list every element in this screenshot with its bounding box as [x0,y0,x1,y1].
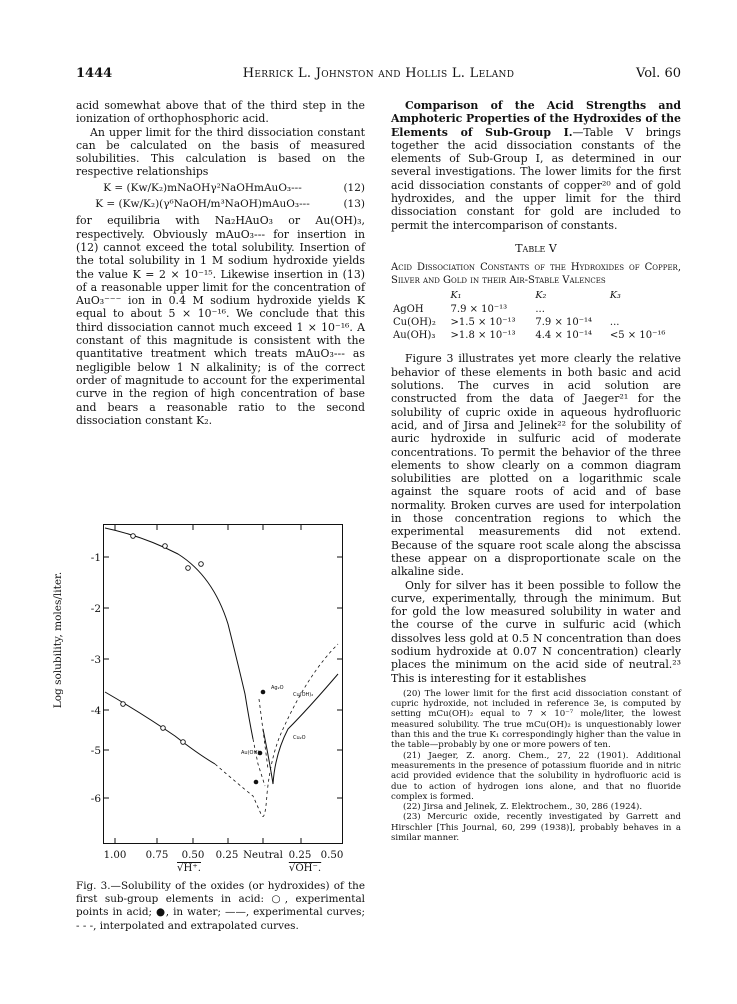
svg-text:Ag₂O: Ag₂O [271,685,284,691]
x-tick-label: 0.25 [215,850,239,861]
x-axis-label-base: √OH⁻. [288,863,322,874]
x-ticks [115,524,301,844]
page-number: 1444 [76,66,113,81]
table-title: Table V [515,241,557,255]
footnote-20: (20) The lower limit for the first acid dissociation constant of cupric hydroxide, not included in reference 3e, is computed by setting mCu(OH)₂ equal to 7 × 10⁻⁷ mole/liter, the lowest measured solubility. The true mCu(OH)₂ is unquestionably lower than this and the true K₁ correspondingly higher than the value in the table—probably by one or more powers of ten. [391,688,681,751]
x-tick-label: 1.00 [103,850,127,861]
y-ticks [103,557,343,798]
footnote-21: (21) Jaeger, Z. anorg. Chem., 27, 22 (1901). Additional measurements in the presence of potassium fluoride and in nitric acid provided evidence that the solubility in hydrofluoric acid is due to action of hydrogen ions alone, and that no fluoride complex is formed. [391,750,681,802]
cuoh2-interp [253,739,265,786]
left-column [76,99,365,427]
equation-13 [76,198,365,211]
plot-frame [104,525,343,844]
table-header-row [391,289,681,302]
paragraph: Only for silver has it been possible to follow the curve, experimentally, through the minimum. But for gold the low measured solubility in water and the course of the curve in sulfuric acid (which dissolves less gold at 0.5 N concentration than does sodium hydroxide at 0.07 N concentration) clearly places the minimum on the acid side of neutral.²³ This is interesting for it establishes [391,578,681,685]
table-row: Cu(OH)₂ >1.5 × 10⁻¹³ 7.9 × 10⁻¹⁴ ... [393,316,620,328]
auoh3-interp [215,644,338,817]
open-points [121,534,204,745]
figure-caption: Fig. 3.—Solubility of the oxides (or hydroxides) of the first sub-group elements in acid: ○, experimental points in acid; ●, in water; ——, experimental curves; - - -, interpolated and extrapolated curves. [76,880,365,932]
x-tick-label: 0.75 [145,850,169,861]
section-heading: Comparison of the Acid Strengths and Amphoteric Properties of the Hydroxides of the Elements of Sub-Group I. [391,99,681,139]
x-tick-label: 0.50 [320,850,344,861]
y-tick-label: -5 [90,745,101,757]
table-row: AgOH 7.9 × 10⁻¹³ ... [393,303,545,315]
footnote-23: (23) Mercuric oxide, recently investigated by Garrett and Hirschler [This Journal, 60, 299 (1938)], probably behaves in a similar manner. [391,812,681,844]
y-tick-label: -2 [90,603,101,615]
cuoh2-acid-curve [105,528,253,739]
table-header: K₂ [535,290,547,302]
paragraph: acid somewhat above that of the third step in the ionization of orthophosphoric acid. [76,99,365,126]
y-tick-label: -4 [90,705,101,717]
paragraph: An upper limit for the third dissociation constant can be calculated on the basis of measured solubilities. This calculation is based on the respective relationships [76,125,365,179]
table-caption: Acid Dissociation Constants of the Hydroxides of Copper, Silver and Gold in their Air-Stable Valences [391,262,681,287]
equation-body: K = (Kw/K₂)mNaOHγ²NaOHmAuO₃--- [103,181,302,194]
equation-number: (13) [343,198,365,211]
equation-number: (12) [343,181,365,194]
table-header: K₁ [450,290,462,302]
running-header [76,66,681,84]
x-tick-label: 0.25 [288,850,312,861]
y-tick-label: -1 [90,552,101,564]
figure-plot [103,524,343,856]
footnote-22: (22) Jirsa and Jelinek, Z. Elektrochem., 30, 286 (1924). [403,802,643,813]
svg-text:Au(OH)₃: Au(OH)₃ [241,750,262,756]
volume-label: Vol. 60 [636,66,681,81]
svg-text:Cu₂O: Cu₂O [293,735,306,741]
x-tick-label: Neutral [243,850,283,861]
table-v [391,289,681,342]
table-header: K₃ [609,290,621,302]
x-tick-label: 0.50 [181,850,205,861]
table-row: Au(OH)₃ >1.8 × 10⁻¹³ 4.4 × 10⁻¹⁴ <5 × 10⁻¹⁶ [393,330,666,342]
curve-labels [241,685,313,756]
equation-body: K = (Kw/K₂)(γ⁶NaOH/m³NaOH)mAuO₃--- [95,198,310,211]
y-tick-label: -3 [90,654,101,666]
svg-text:Cu(OH)₂: Cu(OH)₂ [293,692,314,698]
paragraph: —Table V brings together the acid dissociation constants of the elements of Sub-Group I, as determined in our several investigations. The lower limits for the first acid dissociation constants of copper²⁰ and of gold hydroxides, and the upper limit for the third dissociation constant for gold are included to permit the intercomparison of constants. [391,125,681,232]
running-title: Herrick L. Johnston and Hollis L. Leland [242,66,515,81]
figure-3 [103,524,343,856]
paragraph: Figure 3 illustrates yet more clearly the relative behavior of these elements in both basic and acid solutions. The curves in acid solution are constructed from the data of Jaeger²¹ for the solubility of cupric oxide in aqueous hydrofluoric acid, and of Jirsa and Jelinek²² for the solubility of auric hydroxide in sulfuric acid of moderate concentrations. To permit the behavior of the three elements to show clearly on a common diagram solubilities are plotted on a logarithmic scale against the square roots of acid and of base normality. Broken curves are used for interpolation in those concentration regions to which the experimental measurements did not extend. Because of the square root scale along the abscissa these appear on a disproportionate scale on the alkaline side. [391,352,681,579]
y-tick-label: -6 [90,793,101,805]
right-column [391,99,681,843]
y-axis-label: Log solubility, moles/liter. [52,571,64,709]
footnotes [391,689,681,843]
x-axis-label-acid: √H⁺. [177,863,201,874]
paragraph: for equilibria with Na₂HAuO₃ or Au(OH)₃, respectively. Obviously mAuO₃--- for insertion in (12) cannot exceed the total solubility. Insertion of the total solubility in 1 M sodium hydroxide yields the value K = 2 × 10⁻¹⁵. Likewise insertion in (13) of a reasonable upper limit for the concentration of AuO₃⁻⁻⁻ ion in 0.4 M sodium hydroxide yields K equal to about 5 × 10⁻¹⁶. We conclude that this third dissociation cannot much exceed 1 × 10⁻¹⁶. A constant of this magnitude is consistent with the quantitative treatment which treats mAuO₃--- as negligible below 1 N alkalinity; is of the correct order of magnitude to account for the experimental curve in the region of high concentration of base and bears a reasonable ratio to the second dissociation constant K₂. [76,214,365,427]
equation-12 [76,182,365,195]
